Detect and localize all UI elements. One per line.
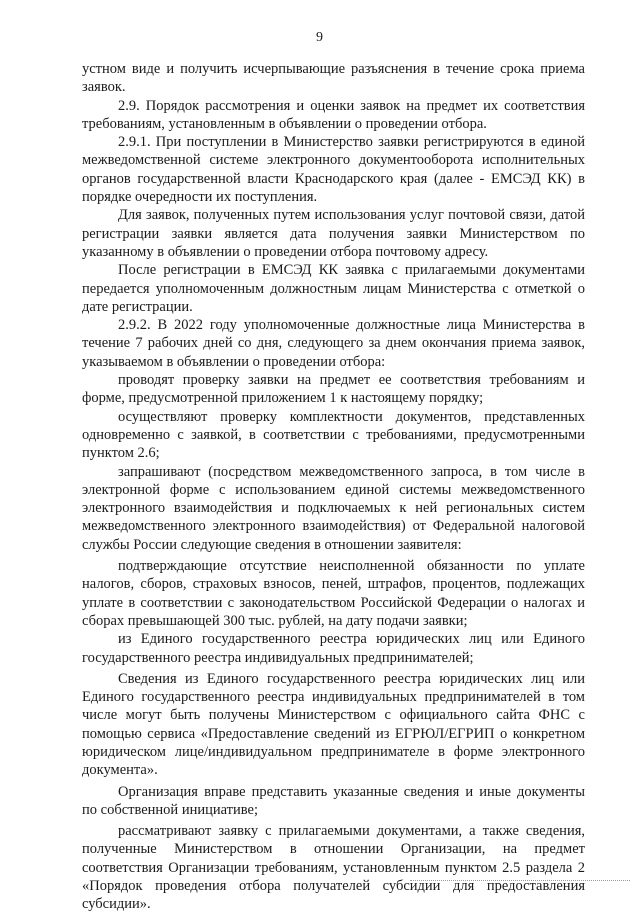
- paragraph-own-initiative: Организация вправе представить указанные сведения и иные документы по собственной инициативе;: [82, 783, 585, 818]
- scan-footer-mark: [410, 880, 630, 882]
- paragraph-continuation: устном виде и получить исчерпывающие разъяснения в течение срока приема заявок.: [82, 61, 585, 96]
- paragraph-check-completeness: осуществляют проверку комплектности документов, представленных одновременно с заявкой, в соответствии с требованиями, предусмотренными пунктом 2.6;: [82, 408, 585, 462]
- paragraph-tax-obligations: подтверждающие отсутствие неисполненной обязанности по уплате налогов, сборов, страховых взносов, пеней, штрафов, процентов, подлежащих уплате в соответствии с законодательством Российской Федерации о налогах и сборах превышающей 300 тыс. рублей, на дату подачи заявки;: [82, 558, 585, 629]
- paragraph-2-9-1: 2.9.1. При поступлении в Министерство заявки регистрируются в единой межведомственной системе электронного документооборота исполнительных органов государственной власти Краснодарского края (далее - ЕМСЭД КК) в порядке очередности их поступления.: [82, 134, 585, 206]
- paragraph-review-application: рассматривают заявку с прилагаемыми документами, а также сведения, полученные Министерством в отношении Организации, на предмет соответствия Организации требованиям, установленным пунктом 2.5 раздела 2 «Порядок проведения отбора получателей субсидии для предоставления субсидии».: [82, 823, 585, 913]
- paragraph-postal-applications: Для заявок, полученных путем использования услуг почтовой связи, датой регистрации заявки является дата получения заявки Министерством по указанному в объявлении о проведении отбора почтовому адресу.: [82, 207, 585, 260]
- document-body: [82, 60, 585, 914]
- paragraph-2-9-2: 2.9.2. В 2022 году уполномоченные должностные лица Министерства в течение 7 рабочих дней со дня, следующего за днем окончания приема заявок, указываемом в объявлении о проведении отбора:: [82, 317, 585, 370]
- page-number: 9: [316, 30, 323, 45]
- paragraph-request-information: запрашивают (посредством межведомственного запроса, в том числе в электронной форме с использованием единой системы межведомственного электронного взаимодействия и подключаемых к ней региональных систем межведомственного электронного взаимодействия) от Федеральной налоговой службы России следующие сведения в отношении заявителя:: [82, 463, 585, 553]
- paragraph-registry-extract: из Единого государственного реестра юридических лиц или Единого государственного реестра индивидуальных предпринимателей;: [82, 631, 585, 666]
- paragraph-after-registration: После регистрации в ЕМСЭД КК заявка с прилагаемыми документами передается уполномоченным должностным лицам Министерства с отметкой о дате регистрации.: [82, 262, 585, 315]
- paragraph-check-application: проводят проверку заявки на предмет ее соответствия требованиям и форме, предусмотренной приложением 1 к настоящему порядку;: [82, 372, 585, 407]
- paragraph-fns-website: Сведения из Единого государственного реестра юридических лиц или Единого государственного реестра индивидуальных предпринимателей в том числе могут быть получены Министерством с официального сайта ФНС с помощью сервиса «Предоставление сведений из ЕГРЮЛ/ЕГРИП о конкретном юридическом лице/индивидуальном предпринимателе в форме электронного документа».: [82, 670, 585, 779]
- paragraph-2-9: 2.9. Порядок рассмотрения и оценки заявок на предмет их соответствия требованиям, установленным в объявлении о проведении отбора.: [82, 97, 585, 132]
